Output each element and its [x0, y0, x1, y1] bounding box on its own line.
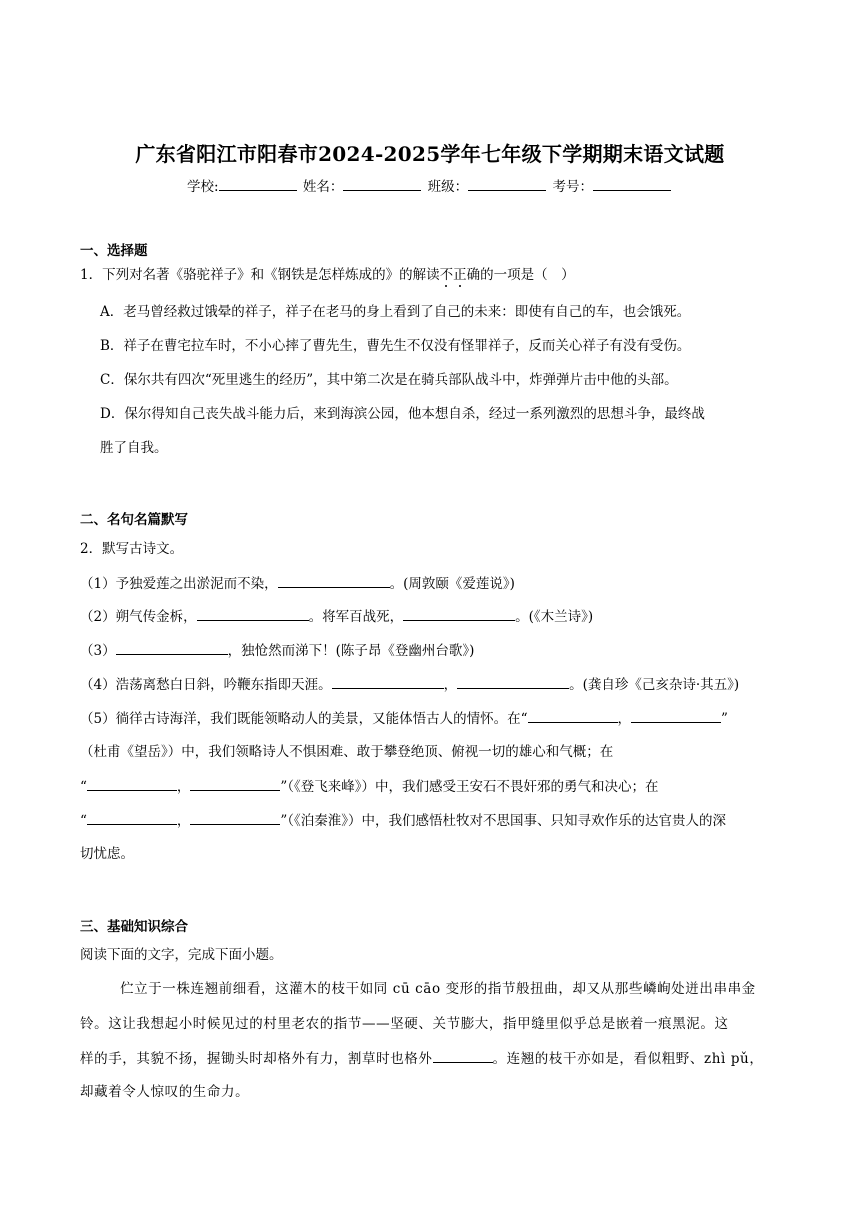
q2-2-mid: 。将军百战死， — [308, 609, 404, 625]
q2-3-blank[interactable] — [116, 641, 228, 655]
passage-line-4: 却藏着令人惊叹的生命力。 — [80, 1084, 250, 1100]
q1-option-d[interactable]: D．保尔得知自己丧失战斗能力后，来到海滨公园，他本想自杀，经过一系列激烈的思想斗争，最终战 — [100, 406, 705, 422]
q2-1-blank[interactable] — [278, 574, 390, 588]
q1-option-b[interactable]: B．祥子在曹宅拉车时，不小心摔了曹先生，曹先生不仅没有怪罪祥子，反而关心祥子有没有受伤。 — [100, 338, 691, 354]
q2-4-blank-b[interactable] — [457, 675, 569, 689]
q1-emphasis-1: 不 — [439, 267, 454, 283]
q2-5d-comma: ， — [176, 813, 191, 829]
q1-option-d-cont: 胜了自我。 — [100, 440, 168, 456]
q2-stem: 2．默写古诗文。 — [80, 541, 184, 557]
q1-option-c[interactable]: C．保尔共有四次“死里逃生的经历”，其中第二次是在骑兵部队战斗中，炸弹弹片击中他的头部。 — [100, 372, 678, 388]
q2-5c-blank-a[interactable] — [87, 777, 177, 791]
school-blank[interactable] — [219, 178, 297, 191]
q1-option-a[interactable]: A．老马曾经救过饿晕的祥子，祥子在老马的身上看到了自己的未来：即使有自己的车，也会饿死。 — [100, 304, 691, 320]
q1-stem-post: 确的一项是（ ） — [466, 267, 575, 283]
q2-4-mid: ， — [443, 677, 458, 693]
q2-line-3 — [80, 641, 474, 660]
q2-4-source: 。(龚自珍《己亥杂诗·其五》) — [569, 677, 740, 693]
passage-line-3 — [80, 1049, 763, 1068]
q2-5c-blank-b[interactable] — [190, 777, 280, 791]
q2-5c-comma: ， — [176, 779, 191, 795]
q2-line-2 — [80, 607, 593, 626]
q2-line-5c — [80, 777, 659, 796]
q2-1-text: （1）予独爱莲之出淤泥而不染， — [80, 576, 278, 592]
q2-2-blank-a[interactable] — [197, 607, 309, 621]
number-blank[interactable] — [593, 178, 671, 191]
q2-5d-quote-open: “ — [80, 813, 87, 829]
name-label: 姓名： — [302, 179, 344, 195]
q2-line-5d — [80, 811, 726, 830]
q2-1-source: 。(周敦颐《爱莲说》) — [389, 576, 515, 592]
q2-line-5b: （杜甫《望岳》）中，我们领略诗人不惧困难、敢于攀登绝顶、俯视一切的雄心和气概；在 — [80, 744, 614, 760]
q2-5-text: （5）徜徉古诗海洋，我们既能领略动人的美景，又能体悟古人的情怀。在“ — [80, 711, 528, 727]
q1-stem-pre: 1．下列对名著《骆驼祥子》和《钢铁是怎样炼成的》的解读 — [80, 267, 440, 283]
q2-5d-text: ”（《泊秦淮》）中，我们感悟杜牧对不思国事、只知寻欢作乐的达官贵人的深 — [280, 813, 727, 829]
q2-4-text: （4）浩荡离愁白日斜，吟鞭东指即天涯。 — [80, 677, 332, 693]
passage-3-post: 。连翘的枝干亦如是，看似粗野、zhì pǔ， — [492, 1051, 764, 1067]
q1-emphasis-2: 正 — [453, 267, 467, 283]
q2-4-blank-a[interactable] — [332, 675, 444, 689]
passage-line-1: 伫立于一株连翘前细看，这灌木的枝干如同 cū cāo 变形的指节般扭曲，却又从那些嶙峋处迸出串串金 — [120, 981, 756, 997]
q2-5d-blank-b[interactable] — [190, 811, 280, 825]
section3-intro: 阅读下面的文字，完成下面小题。 — [80, 947, 283, 963]
page-title: 广东省阳江市阳春市2024-2025学年七年级下学期期末语文试题 — [135, 142, 725, 166]
q2-5-blank-a[interactable] — [528, 709, 618, 723]
q2-2-text: （2）朔气传金柝， — [80, 609, 197, 625]
class-blank[interactable] — [468, 178, 546, 191]
q2-3-text: ，独怆然而涕下！(陈子昂《登幽州台歌》) — [227, 643, 475, 659]
q2-line-5a — [80, 709, 728, 728]
passage-line-2: 铃。这让我想起小时候见过的村里老农的指节——坚硬、关节膨大，指甲缝里似乎总是嵌着一痕黑泥。这 — [80, 1016, 729, 1032]
class-label: 班级： — [427, 179, 469, 195]
q2-5d-blank-a[interactable] — [87, 811, 177, 825]
passage-blank[interactable] — [433, 1049, 493, 1063]
q2-5-blank-b[interactable] — [631, 709, 721, 723]
q2-line-5e: 切忧虑。 — [80, 846, 134, 862]
q2-3-num: （3） — [80, 643, 116, 659]
q2-5c-quote-open: “ — [80, 779, 87, 795]
school-label: 学校: — [187, 179, 219, 195]
q2-5-quote-close: ” — [721, 711, 728, 727]
q1-stem — [80, 266, 575, 284]
number-label: 考号： — [552, 179, 593, 195]
section1-heading: 一、选择题 — [80, 243, 148, 259]
passage-3-pre: 样的手，其貌不扬，握锄头时却格外有力，割草时也格外 — [80, 1051, 433, 1067]
q2-2-source: 。(《木兰诗》) — [515, 609, 594, 625]
section2-heading: 二、名句名篇默写 — [80, 512, 188, 528]
section3-heading: 三、基础知识综合 — [80, 919, 188, 935]
q2-5c-text: ”（《登飞来峰》）中，我们感受王安石不畏奸邪的勇气和决心；在 — [280, 779, 659, 795]
q2-line-1 — [80, 574, 515, 593]
q2-line-4 — [80, 675, 739, 694]
q2-2-blank-b[interactable] — [403, 607, 515, 621]
q2-5-comma: ， — [617, 711, 631, 727]
name-blank[interactable] — [343, 178, 421, 191]
student-info-line — [0, 175, 860, 195]
